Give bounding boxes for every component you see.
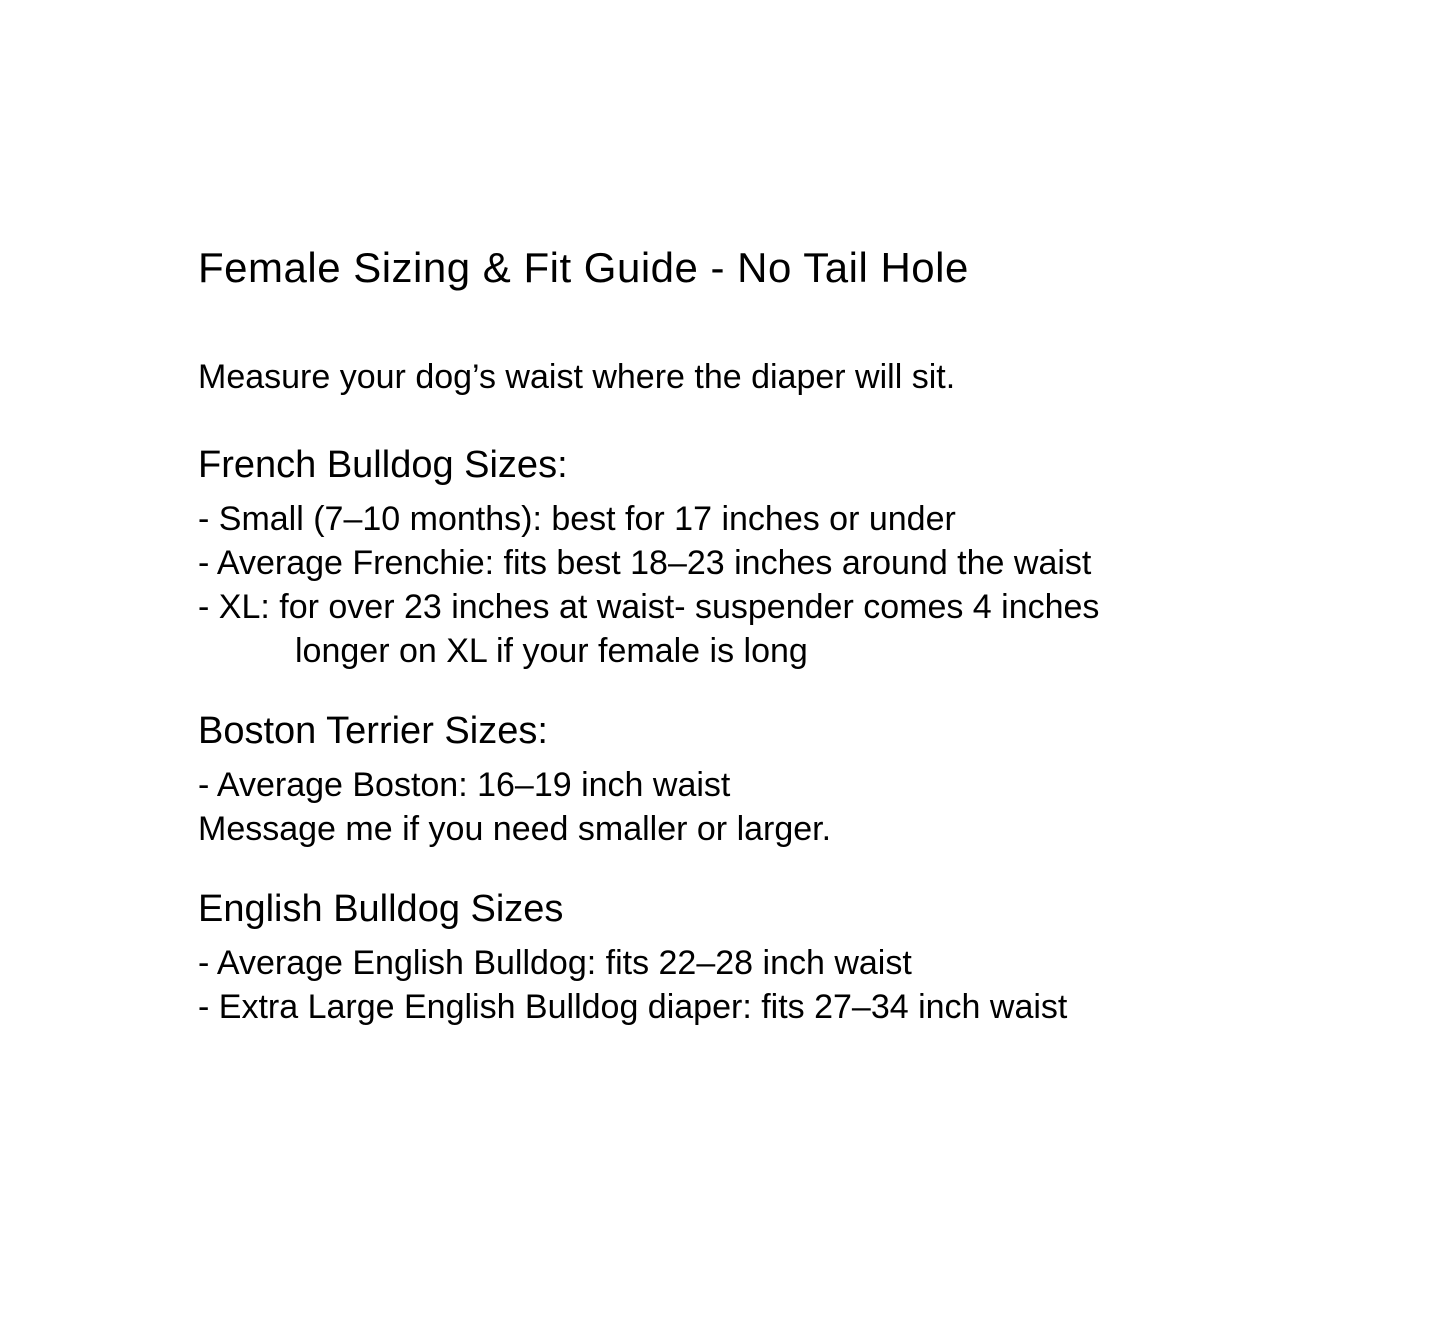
size-line-average-frenchie: - Average Frenchie: fits best 18–23 inches around the waist	[198, 544, 1092, 583]
section-heading-french-bulldog: French Bulldog Sizes:	[198, 444, 568, 487]
sizing-guide-document	[198, 245, 1328, 1063]
section-english-bulldog	[198, 885, 1328, 1029]
size-line-xl-english-bulldog: - Extra Large English Bulldog diaper: fits 27–34 inch waist	[198, 988, 1068, 1027]
section-heading-english-bulldog: English Bulldog Sizes	[198, 888, 564, 931]
section-boston-terrier	[198, 707, 1328, 851]
message-me-note: Message me if you need smaller or larger.	[198, 810, 832, 849]
size-line-small: - Small (7–10 months): best for 17 inches or under	[198, 500, 956, 539]
section-heading-boston-terrier: Boston Terrier Sizes:	[198, 710, 548, 753]
size-line-xl: - XL: for over 23 inches at waist- suspender comes 4 inches	[198, 588, 1100, 627]
section-french-bulldog	[198, 441, 1328, 673]
size-line-average-english-bulldog: - Average English Bulldog: fits 22–28 inch waist	[198, 944, 912, 983]
size-line-average-boston: - Average Boston: 16–19 inch waist	[198, 766, 731, 805]
size-line-xl-continuation: longer on XL if your female is long	[295, 632, 808, 671]
page-title: Female Sizing & Fit Guide - No Tail Hole	[198, 244, 969, 291]
intro-text: Measure your dog’s waist where the diaper will sit.	[198, 358, 956, 397]
